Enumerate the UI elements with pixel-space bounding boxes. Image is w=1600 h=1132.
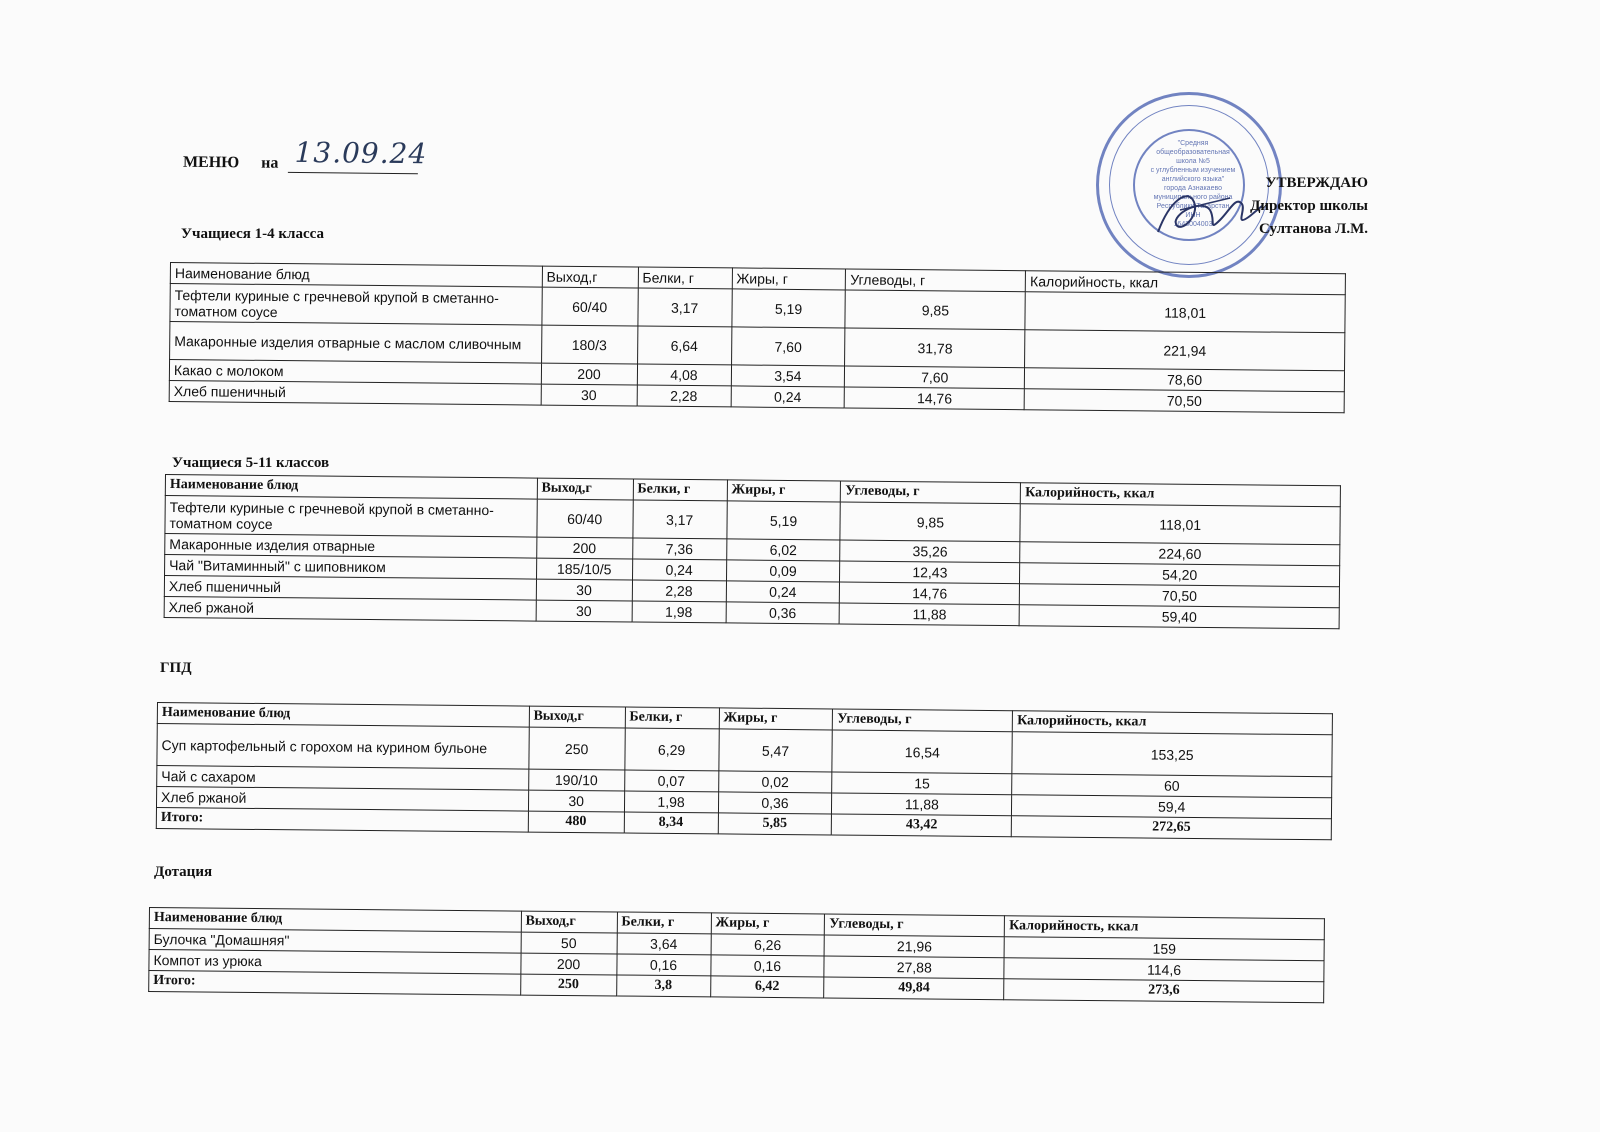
col-fats: Жиры, г [727,480,841,502]
dish-yield: 60/40 [537,499,633,538]
dish-yield: 200 [520,953,616,975]
col-dish-name: Наименование блюд [157,703,529,728]
col-calories: Калорийность, ккал [1026,271,1346,295]
dish-fats: 0,24 [731,386,845,408]
col-proteins: Белки, г [625,707,719,729]
col-carbs: Углеводы, г [846,269,1026,292]
dish-yield: 200 [536,537,632,559]
dish-name: Тефтели куриные с гречневой крупой в сметанно-томатном соусе [165,496,537,538]
dish-fats: 6,02 [726,539,840,561]
total-label: Итого: [149,971,521,996]
dish-name: Чай "Витаминный" с шиповником [165,555,537,580]
dish-name: Чай с сахаром [157,766,529,791]
dish-yield: 30 [536,600,632,622]
dish-name: Булочка "Домашняя" [149,929,521,954]
dish-name: Тефтели куриные с гречневой крупой в сметанно-томатном соусе [170,284,542,326]
dish-proteins: 6,64 [637,326,731,365]
dish-calories: 114,6 [1004,958,1324,982]
dish-carbs: 35,26 [840,540,1020,563]
dish-carbs: 21,96 [824,935,1004,958]
total-fats: 5,85 [718,813,832,835]
menu-table-grades-5-11 [164,474,1341,629]
date-prefix: на [261,154,279,172]
col-calories: Калорийность, ккал [1021,483,1341,507]
dish-calories: 59,40 [1019,605,1339,629]
dish-carbs: 9,85 [840,502,1020,542]
dish-fats: 7,60 [731,327,845,366]
dish-name: Компот из урюка [149,950,521,975]
dish-fats: 5,47 [718,729,832,772]
section-title-gpd: ГПД [160,660,192,676]
col-yield: Выход,г [537,478,633,500]
stamp-line: с углубленным изучением [1150,167,1236,174]
dish-fats: 0,02 [718,771,832,793]
total-fats: 6,42 [710,976,824,998]
section-title-grades-5-11: Учащиеся 5-11 классов [172,455,330,471]
stamp-line: 1643004003 [1173,221,1213,228]
col-carbs: Углеводы, г [833,709,1013,732]
dish-proteins: 0,07 [624,770,718,792]
dish-proteins: 1,98 [624,791,718,813]
dish-yield: 190/10 [528,769,624,791]
stamp-line: "Средняя [1177,140,1209,147]
dish-calories: 78,60 [1025,368,1345,392]
dish-calories: 59,4 [1012,795,1332,819]
dish-carbs: 12,43 [840,561,1020,584]
col-calories: Калорийность, ккал [1005,916,1325,940]
dish-carbs: 15 [832,772,1012,795]
total-yield: 480 [528,811,624,833]
total-yield: 250 [520,974,616,996]
dish-carbs: 14,76 [840,582,1020,605]
dish-proteins: 3,17 [637,288,731,327]
dish-proteins: 4,08 [637,364,731,386]
dish-calories: 70,50 [1020,584,1340,608]
dish-carbs: 11,88 [839,603,1019,626]
menu-table-gpd [156,702,1333,840]
dish-carbs: 27,88 [824,956,1004,979]
col-carbs: Углеводы, г [825,914,1005,937]
dish-calories: 159 [1004,937,1324,961]
dish-yield: 200 [541,363,637,385]
menu-table-subsidy [148,907,1325,1003]
stamp-line: общеобразовательная [1156,149,1230,156]
col-dish-name: Наименование блюд [170,263,542,288]
dish-calories: 70,50 [1024,389,1344,413]
dish-yield: 250 [528,727,624,770]
stamp-line: школа №5 [1176,158,1210,165]
dish-name: Какао с молоком [169,360,541,385]
col-proteins: Белки, г [638,267,732,289]
col-fats: Жиры, г [711,913,825,935]
total-proteins: 8,34 [624,812,718,834]
total-carbs: 43,42 [832,814,1012,837]
approve-position: Директор школы [1250,198,1368,214]
dish-name: Хлеб ржаной [156,787,528,812]
dish-carbs: 16,54 [832,730,1012,774]
dish-fats: 0,36 [718,792,832,814]
col-yield: Выход,г [542,266,638,288]
stamp-line: Республики Татарстан [1156,203,1230,210]
approve-director-name: Султанова Л.М. [1258,221,1368,237]
dish-proteins: 3,17 [632,500,726,539]
col-yield: Выход,г [521,911,617,933]
dish-carbs: 14,76 [845,387,1025,410]
stamp-line: английского языка" [1161,176,1225,183]
dish-calories: 118,01 [1025,292,1345,333]
dish-name: Макаронные изделия отварные [165,534,537,559]
stamp-line: муниципального района [1153,194,1233,201]
dish-carbs: 7,60 [845,366,1025,389]
col-fats: Жиры, г [732,268,846,290]
stamp-line: города Азнакаево [1163,185,1223,192]
dish-name: Хлеб ржаной [164,596,536,621]
total-calories: 273,6 [1004,979,1324,1003]
dish-fats: 6,26 [711,934,825,956]
dish-proteins: 3,64 [617,933,711,955]
menu-heading [182,135,428,174]
dish-carbs: 11,88 [832,793,1012,816]
stamp-line: ИНН [1185,212,1201,219]
dish-proteins: 2,28 [637,385,731,407]
col-dish-name: Наименование блюд [165,475,537,500]
dish-proteins: 2,28 [632,580,726,602]
dish-fats: 0,16 [710,955,824,977]
dish-calories: 118,01 [1020,504,1340,545]
approve-title: УТВЕРЖДАЮ [1265,175,1368,191]
menu-table-grades-1-4 [169,262,1346,413]
total-proteins: 3,8 [616,975,710,997]
total-carbs: 49,84 [824,977,1004,1000]
handwritten-date: 13.09.24 [294,135,428,171]
dish-proteins: 0,16 [616,954,710,976]
dish-yield: 180/3 [541,325,637,364]
dish-yield: 30 [536,579,632,601]
col-proteins: Белки, г [633,479,727,501]
dish-calories: 224,60 [1020,542,1340,566]
date-field [288,135,428,174]
dish-calories: 221,94 [1025,330,1345,371]
dish-yield: 185/10/5 [536,558,632,580]
dish-fats: 0,09 [726,560,840,582]
dish-yield: 50 [521,932,617,954]
dish-name: Макаронные изделия отварные с маслом сливочным [170,322,542,364]
dish-calories: 153,25 [1012,732,1332,777]
dish-carbs: 31,78 [845,328,1025,368]
menu-label: МЕНЮ [182,153,240,172]
dish-calories: 60 [1012,774,1332,798]
dish-fats: 0,36 [726,602,840,624]
dish-fats: 3,54 [731,365,845,387]
total-calories: 272,65 [1011,816,1331,840]
col-fats: Жиры, г [719,708,833,730]
section-title-grades-1-4: Учащиеся 1-4 класса [181,226,324,242]
col-proteins: Белки, г [617,912,711,934]
dish-proteins: 7,36 [632,538,726,560]
dish-fats: 0,24 [726,581,840,603]
dish-yield: 30 [528,790,624,812]
col-calories: Калорийность, ккал [1013,711,1333,735]
dish-yield: 30 [541,384,637,406]
approval-block [1250,172,1368,241]
dish-fats: 5,19 [726,501,840,540]
dish-proteins: 1,98 [632,601,726,623]
col-dish-name: Наименование блюд [149,908,521,933]
dish-proteins: 6,29 [624,728,718,771]
col-carbs: Углеводы, г [841,481,1021,504]
dish-name: Хлеб пшеничный [164,576,536,601]
dish-carbs: 9,85 [845,290,1025,330]
dish-calories: 54,20 [1020,563,1340,587]
section-title-subsidy: Дотация [154,864,213,880]
dish-yield: 60/40 [542,287,638,326]
dish-fats: 5,19 [731,289,845,328]
col-yield: Выход,г [529,706,625,728]
total-label: Итого: [156,807,528,832]
dish-name: Суп картофельный с горохом на курином бульоне [157,724,529,770]
dish-name: Хлеб пшеничный [169,380,541,405]
dish-proteins: 0,24 [632,559,726,581]
